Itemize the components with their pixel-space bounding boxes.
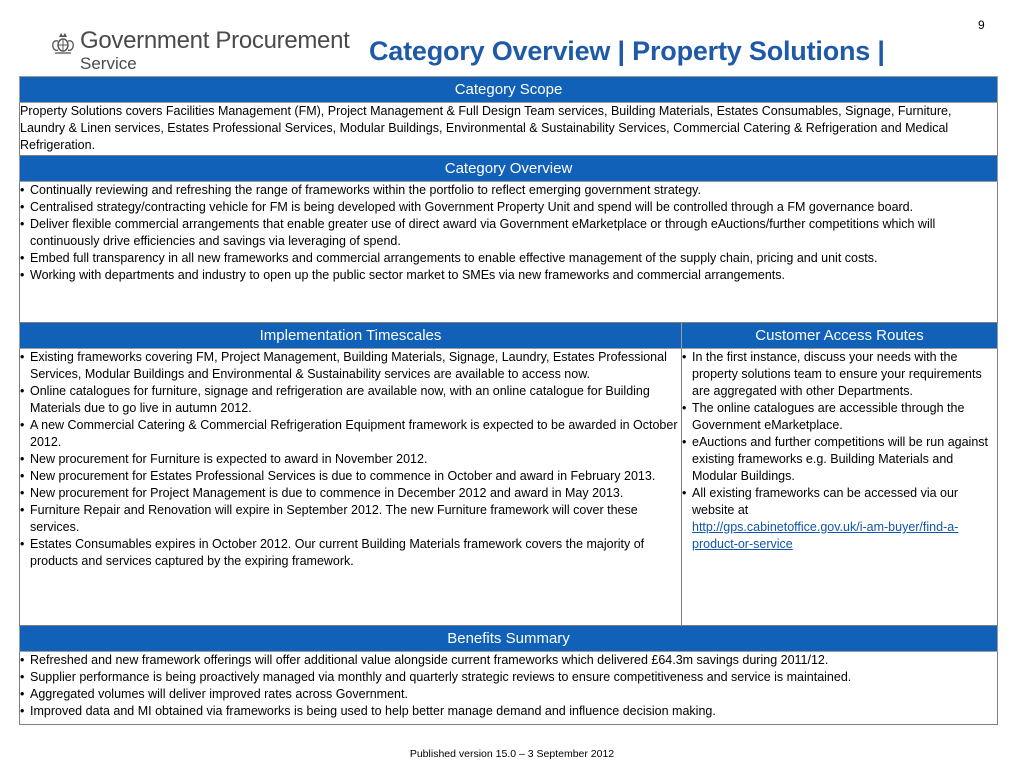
list-item: • Embed full transparency in all new frameworks and commercial arrangements to enable effective management of the supply chain, pricing and unit costs.: [20, 250, 997, 267]
list-item: • eAuctions and further competitions will be run against existing frameworks e.g. Building Materials and Modular Buildings.: [682, 434, 997, 485]
overview-list: [20, 182, 997, 284]
list-item: [682, 485, 997, 553]
footer-version: Published version 15.0 – 3 September 2012: [409, 748, 615, 760]
timescales-list: [20, 349, 681, 570]
list-item: • Deliver flexible commercial arrangements that enable greater use of direct award via Government eMarketplace or through eAuctions/further competitions which will continuously drive efficiencies and savings via leveraging of spend.: [20, 216, 997, 250]
list-item: • Working with departments and industry to open up the public sector market to SMEs via new frameworks and commercial arrangements.: [20, 267, 997, 284]
list-item: • Aggregated volumes will deliver improved rates across Government.: [20, 686, 997, 703]
list-item: • In the first instance, discuss your needs with the property solutions team to ensure your requirements are aggregated with other Departments.: [682, 349, 997, 400]
list-item: • Refreshed and new framework offerings will offer additional value alongside current frameworks which delivered £64.3m savings during 2011/12.: [20, 652, 997, 669]
logo-subtext: Service: [80, 54, 137, 73]
list-item: • Online catalogues for furniture, signage and refrigeration are available now, with an online catalogue for Building Materials due to go live in autumn 2012.: [20, 383, 681, 417]
customer-access-routes-body: [682, 349, 998, 626]
list-item: • The online catalogues are accessible through the Government eMarketplace.: [682, 400, 997, 434]
implementation-timescales-header: Implementation Timescales: [20, 323, 682, 349]
list-item: • Furniture Repair and Renovation will expire in September 2012. The new Furniture framework will cover these services.: [20, 502, 681, 536]
royal-crest-icon: [50, 31, 76, 60]
category-overview-header: Category Overview: [20, 156, 998, 182]
customer-access-routes-header: Customer Access Routes: [682, 323, 998, 349]
website-text: All existing frameworks can be accessed via our website at: [692, 486, 959, 517]
page-number: 9: [978, 18, 985, 32]
list-item: • Centralised strategy/contracting vehicle for FM is being developed with Government Property Unit and spend will be controlled through a FM governance board.: [20, 199, 997, 216]
list-item: • A new Commercial Catering & Commercial Refrigeration Equipment framework is expected to be awarded in October 2012.: [20, 417, 681, 451]
list-item: • Improved data and MI obtained via frameworks is being used to help better manage demand and influence decision making.: [20, 703, 997, 720]
category-scope-text: Property Solutions covers Facilities Management (FM), Project Management & Full Design Team services, Building Materials, Estates Consumables, Signage, Furniture, Laundry & Linen services, Estates Professional Services, Modular Buildings, Environmental & Sustainability Services, Commercial Catering & Refrigeration and Medical Refrigeration.: [20, 103, 998, 156]
benefits-list: [20, 652, 997, 720]
list-item: • Estates Consumables expires in October 2012. Our current Building Materials framework covers the majority of products and services captured by the expiring framework.: [20, 536, 681, 570]
access-list: [682, 349, 997, 553]
list-item: • New procurement for Project Management is due to commence in December 2012 and award in May 2013.: [20, 485, 681, 502]
category-table: [19, 76, 998, 725]
category-overview-body: [20, 182, 998, 323]
implementation-timescales-body: [20, 349, 682, 626]
page-title: Category Overview | Property Solutions |: [369, 36, 885, 66]
logo-text: Government Procurement: [80, 27, 350, 54]
list-item: • New procurement for Furniture is expected to award in November 2012.: [20, 451, 681, 468]
list-item: • Existing frameworks covering FM, Project Management, Building Materials, Signage, Laundry, Estates Professional Services, Modular Buildings and Environmental & Sustainability services are available to access now.: [20, 349, 681, 383]
list-item: • Supplier performance is being proactively managed via monthly and quarterly strategic reviews to ensure competitiveness and service is maintained.: [20, 669, 997, 686]
benefits-summary-body: [20, 652, 998, 725]
list-item: • Continually reviewing and refreshing the range of frameworks within the portfolio to reflect emerging government strategy.: [20, 182, 997, 199]
gps-website-link[interactable]: http://gps.cabinetoffice.gov.uk/i-am-buyer/find-a-product-or-service: [692, 520, 959, 551]
benefits-summary-header: Benefits Summary: [20, 626, 998, 652]
list-item: • New procurement for Estates Professional Services is due to commence in October and award in February 2013.: [20, 468, 681, 485]
category-scope-header: Category Scope: [20, 77, 998, 103]
